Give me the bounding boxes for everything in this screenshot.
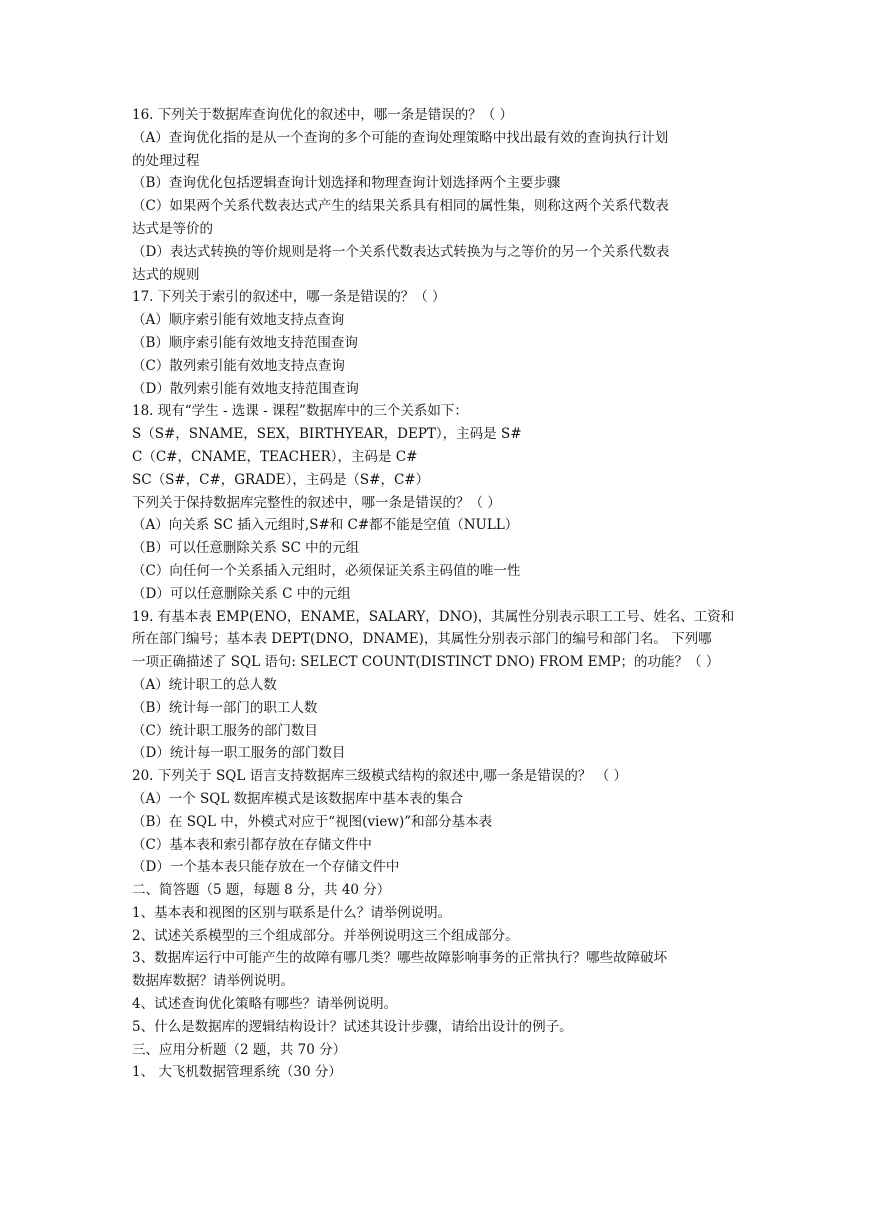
question-18-option-d: （D）可以任意删除关系 C 中的元组 bbox=[132, 585, 351, 602]
section-3-heading: 三、应用分析题（2 题，共 70 分） bbox=[132, 1041, 347, 1058]
question-18-relation-s: S（S#，SNAME，SEX，BIRTHYEAR，DEPT），主码是 S# bbox=[132, 426, 522, 443]
document-page bbox=[132, 104, 752, 1084]
question-17-option-a: （A）顺序索引能有效地支持点查询 bbox=[132, 312, 345, 329]
question-19-stem-cont-1: 所在部门编号；基本表 DEPT(DNO，DNAME)，其属性分别表示部门的编号和部门名。 下列哪 bbox=[132, 631, 712, 648]
question-18-option-c: （C）向任何一个关系插入元组时，必须保证关系主码值的唯一性 bbox=[132, 562, 521, 579]
question-17-option-c: （C）散列索引能有效地支持点查询 bbox=[132, 357, 345, 374]
short-answer-1: 1、基本表和视图的区别与联系是什么？请举例说明。 bbox=[132, 904, 452, 921]
question-17-stem: 17. 下列关于索引的叙述中，哪一条是错误的？（ ） bbox=[132, 289, 446, 306]
question-16-option-b: （B）查询优化包括逻辑查询计划选择和物理查询计划选择两个主要步骤 bbox=[132, 175, 561, 192]
question-18-relation-sc: SC（S#，C#，GRADE），主码是（S#，C#） bbox=[132, 471, 430, 488]
question-18-option-a: （A）向关系 SC 插入元组时,S#和 C#都不能是空值（NULL） bbox=[132, 517, 519, 534]
question-19-option-a: （A）统计职工的总人数 bbox=[132, 676, 277, 693]
question-20-option-d: （D）一个基本表只能存放在一个存储文件中 bbox=[132, 859, 400, 876]
short-answer-5: 5、什么是数据库的逻辑结构设计？试述其设计步骤，请给出设计的例子。 bbox=[132, 1018, 573, 1035]
question-16-option-a-cont: 的处理过程 bbox=[132, 152, 200, 169]
application-question-1: 1、 大飞机数据管理系统（30 分） bbox=[132, 1064, 342, 1081]
short-answer-3: 3、数据库运行中可能产生的故障有哪几类？哪些故障影响事务的正常执行？哪些故障破坏 bbox=[132, 950, 668, 967]
question-18-prompt: 下列关于保持数据库完整性的叙述中，哪一条是错误的？（ ） bbox=[132, 494, 501, 511]
question-19-stem: 19. 有基本表 EMP(ENO，ENAME，SALARY，DNO)，其属性分别表示职工工号、姓名、工资和 bbox=[132, 608, 735, 625]
short-answer-4: 4、试述查询优化策略有哪些？请举例说明。 bbox=[132, 996, 398, 1013]
question-20-option-a: （A）一个 SQL 数据库模式是该数据库中基本表的集合 bbox=[132, 790, 464, 807]
question-20-option-b: （B）在 SQL 中，外模式对应于“视图(view)”和部分基本表 bbox=[132, 813, 493, 830]
question-17-option-d: （D）散列索引能有效地支持范围查询 bbox=[132, 380, 359, 397]
question-18-stem: 18. 现有“学生 - 选课 - 课程”数据库中的三个关系如下： bbox=[132, 403, 468, 420]
question-16-option-c-cont: 达式是等价的 bbox=[132, 220, 213, 237]
question-20-stem: 20. 下列关于 SQL 语言支持数据库三级模式结构的叙述中,哪一条是错误的？ （ ） bbox=[132, 768, 627, 785]
question-16-option-a: （A）查询优化指的是从一个查询的多个可能的查询处理策略中找出最有效的查询执行计划 bbox=[132, 129, 669, 146]
question-16-option-c: （C）如果两个关系代数表达式产生的结果关系具有相同的属性集，则称这两个关系代数表 bbox=[132, 198, 669, 215]
question-18-relation-c: C（C#，CNAME，TEACHER），主码是 C# bbox=[132, 448, 418, 465]
question-17-option-b: （B）顺序索引能有效地支持范围查询 bbox=[132, 334, 358, 351]
short-answer-2: 2、试述关系模型的三个组成部分。并举例说明这三个组成部分。 bbox=[132, 927, 519, 944]
short-answer-3-cont: 数据库数据？请举例说明。 bbox=[132, 973, 294, 990]
question-18-option-b: （B）可以任意删除关系 SC 中的元组 bbox=[132, 540, 360, 557]
question-19-stem-cont-2: 一项正确描述了 SQL 语句: SELECT COUNT(DISTINCT DNO) FROM EMP；的功能？（ ） bbox=[132, 654, 720, 671]
section-2-heading: 二、简答题（5 题，每题 8 分，共 40 分） bbox=[132, 882, 391, 899]
question-19-option-c: （C）统计职工服务的部门数目 bbox=[132, 722, 318, 739]
question-16-option-d: （D）表达式转换的等价规则是将一个关系代数表达式转换为与之等价的另一个关系代数表 bbox=[132, 243, 670, 260]
question-16-stem: 16. 下列关于数据库查询优化的叙述中，哪一条是错误的？（ ） bbox=[132, 107, 514, 123]
question-16-option-d-cont: 达式的规则 bbox=[132, 266, 200, 283]
question-19-option-b: （B）统计每一部门的职工人数 bbox=[132, 699, 318, 716]
question-20-option-c: （C）基本表和索引都存放在存储文件中 bbox=[132, 836, 372, 853]
question-19-option-d: （D）统计每一职工服务的部门数目 bbox=[132, 745, 346, 762]
